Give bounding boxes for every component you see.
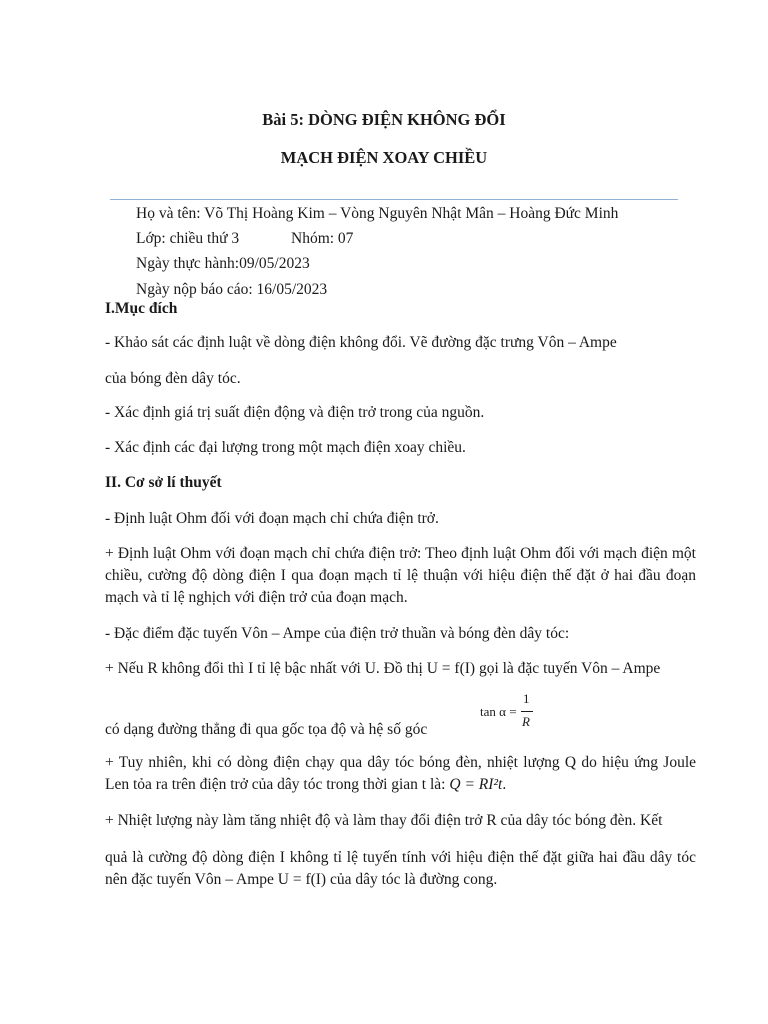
- doc-title-line1: Bài 5: DÒNG ĐIỆN KHÔNG ĐỔI: [262, 110, 506, 129]
- formula-numerator: 1: [523, 691, 530, 706]
- section2-p8: quả là cường độ dòng điện I không tỉ lệ tuyến tính với hiệu điện thế đặt giữa hai đầu dây tóc nên đặc tuyến Vôn – Ampe U = f(I) của dây tóc là đường cong.: [105, 849, 696, 888]
- slope-formula: [480, 687, 540, 737]
- formula-denominator: R: [522, 714, 530, 729]
- report-date: Ngày nộp báo cáo: 16/05/2023: [136, 281, 328, 298]
- section2-p3: - Đặc điểm đặc tuyến Vôn – Ampe của điện trở thuần và bóng đèn dây tóc:: [105, 625, 570, 642]
- section2-p6-end: .: [502, 776, 507, 793]
- class-info: Lớp: chiều thứ 3: [136, 230, 240, 247]
- formula-lhs: tan α =: [480, 704, 517, 719]
- student-names: Họ và tên: Võ Thị Hoàng Kim – Vòng Nguyên Nhật Mân – Hoàng Đức Minh: [136, 205, 619, 222]
- section2-p4: + Nếu R không đổi thì I tỉ lệ bậc nhất với U. Đồ thị U = f(I) gọi là đặc tuyến Vôn – Ampe: [105, 660, 661, 677]
- fraction-bar: [521, 711, 533, 712]
- section2-p6-text: + Tuy nhiên, khi có dòng điện chạy qua dây tóc bóng đèn, nhiệt lượng Q do hiệu ứng Joule Len tỏa ra trên điện trở của dây tóc trong thời gian t là:: [105, 754, 696, 793]
- doc-title-line2: MẠCH ĐIỆN XOAY CHIỀU: [280, 148, 488, 167]
- section1-p1a: - Khảo sát các định luật về dòng điện không đổi. Vẽ đường đặc trưng Vôn – Ampe: [105, 334, 617, 351]
- section1-p2: - Xác định giá trị suất điện động và điện trở trong của nguồn.: [105, 404, 485, 421]
- section1-heading: I.Mục đích: [105, 300, 178, 317]
- section2-heading: II. Cơ sở lí thuyết: [105, 474, 222, 491]
- section1-p1b: của bóng đèn dây tóc.: [105, 370, 241, 387]
- section2-p2: + Định luật Ohm với đoạn mạch chỉ chứa điện trở: Theo định luật Ohm đối với mạch điện một chiều, cường độ dòng điện I qua đoạn mạch tỉ lệ thuận với hiệu điện thế đặt ở hai đầu đoạn mạch và tỉ lệ nghịch với điện trở của đoạn mạch.: [105, 545, 696, 606]
- practice-date: Ngày thực hành:09/05/2023: [136, 255, 310, 272]
- section2-p6: [105, 752, 696, 796]
- section2-p5: có dạng đường thẳng đi qua gốc tọa độ và hệ số góc: [105, 721, 428, 738]
- section1-p3: - Xác định các đại lượng trong một mạch điện xoay chiều.: [105, 439, 466, 456]
- group-info: Nhóm: 07: [291, 230, 354, 247]
- title-divider: [110, 199, 678, 200]
- section2-p7: + Nhiệt lượng này làm tăng nhiệt độ và làm thay đổi điện trở R của dây tóc bóng đèn. Kết: [105, 812, 663, 829]
- joule-formula: Q = RI²t: [449, 776, 503, 793]
- section2-p1: - Định luật Ohm đối với đoạn mạch chỉ chứa điện trở.: [105, 510, 439, 527]
